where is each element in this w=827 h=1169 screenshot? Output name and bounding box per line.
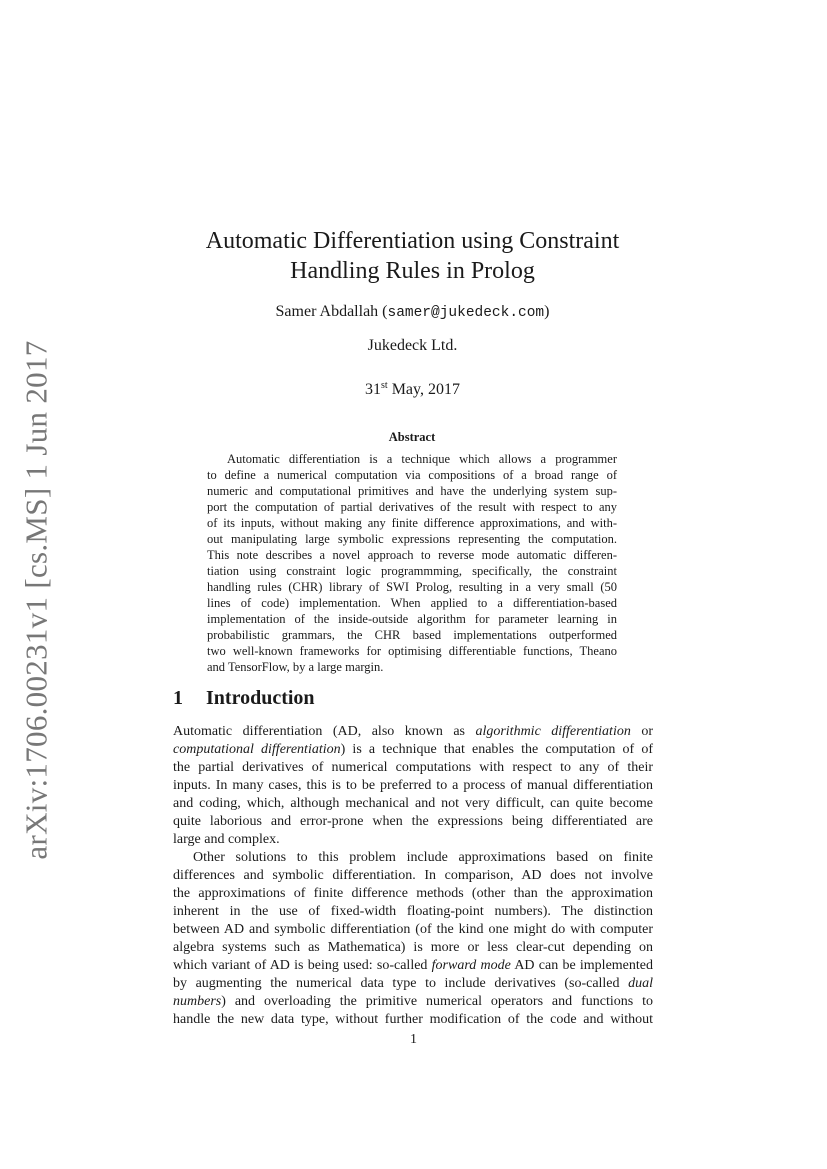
title-line-2: Handling Rules in Prolog [290, 258, 535, 284]
body-line: Other solutions to this problem include approximations based on finite [193, 850, 653, 865]
body-line: and coding, which, although mechanical and not very difficult, can quite become [173, 796, 653, 811]
body-line: inputs. In many cases, this is to be preferred to a process of manual differentiation [173, 778, 653, 793]
body-line: which variant of AD is being used: so-called forward mode AD can be implemented [173, 958, 653, 973]
body-line: Automatic differentiation (AD, also known as algorithmic differentiation or [173, 724, 653, 739]
affiliation: Jukedeck Ltd. [367, 337, 458, 354]
page-number: 1 [410, 1032, 417, 1047]
abstract-line: to define a numerical computation via compositions of a broad range of [207, 468, 617, 482]
emphasis-text: forward mode [431, 958, 511, 973]
title-line-1: Automatic Differentiation using Constraint [205, 228, 620, 254]
abstract-line: implementation of the inside-outside algorithm for parameter learning in [207, 612, 617, 626]
abstract-line: out manipulating large symbolic expressions representing the computation. [207, 532, 617, 546]
publication-date [150, 380, 675, 399]
body-line: algebra systems such as Mathematica) is more or less clear-cut depending on [173, 940, 653, 955]
body-line: numbers) and overloading the primitive numerical operators and functions to [173, 994, 653, 1009]
author-line: Samer Abdallah (samer@jukedeck.com) [275, 303, 550, 321]
abstract-line: port the computation of partial derivatives of the result with respect to any [207, 500, 617, 514]
abstract-line: Automatic differentiation is a technique which allows a programmer [227, 452, 617, 466]
abstract-line: two well-known frameworks for optimising differentiable functions, Theano [207, 644, 617, 658]
date-rest: May, 2017 [391, 381, 460, 398]
abstract-line: tiation using constraint logic programmming, specifically, the constraint [207, 564, 617, 578]
emphasis-text: dual [628, 976, 653, 991]
author-email: samer@jukedeck.com [387, 305, 545, 321]
body-line: large and complex. [173, 832, 280, 847]
abstract-line: and TensorFlow, by a large margin. [207, 660, 384, 674]
body-line: inherent in the use of fixed-width floating-point numbers). The distinction [173, 904, 653, 919]
body-line: handle the new data type, without further modification of the code and without [173, 1012, 653, 1027]
abstract-line: of its inputs, without making any finite difference approximations, and with- [207, 516, 617, 530]
body-line: the approximations of finite difference methods (other than the approximation [173, 886, 653, 901]
abstract-line: handling rules (CHR) library of SWI Prolog, resulting in a very small (50 [207, 580, 617, 594]
abstract-line: probabilistic grammars, the CHR based implementations outperformed [207, 628, 617, 642]
body-line: computational differentiation) is a technique that enables the computation of of [173, 742, 653, 757]
body-line: between AD and symbolic differentiation (of the kind one might do with computer [173, 922, 653, 937]
emphasis-text: algorithmic differentiation [475, 724, 631, 739]
abstract-line: lines of code) implementation. When applied to a differentiation-based [207, 596, 617, 610]
date-suffix: st [381, 380, 388, 391]
abstract-heading: Abstract [388, 430, 436, 444]
emphasis-text: computational differentiation [173, 742, 341, 757]
emphasis-text: numbers [173, 994, 222, 1009]
arxiv-identifier-stamp [14, 340, 60, 860]
body-line: quite laborious and error-prone when the expressions being differentiated are [173, 814, 653, 829]
arxiv-id-text: arXiv:1706.00231v1 [cs.MS] 1 Jun 2017 [19, 340, 55, 860]
author-name: Samer Abdallah [275, 303, 379, 320]
body-line: differences and symbolic differentiation. In comparison, AD does not involve [173, 868, 653, 883]
date-day: 31 [365, 381, 382, 398]
body-line: by augmenting the numerical data type to include derivatives (so-called dual [173, 976, 653, 991]
section-title: Introduction [206, 687, 315, 709]
section-heading-introduction [173, 687, 315, 710]
abstract-line: This note describes a novel approach to reverse mode automatic differen- [207, 548, 617, 562]
section-number: 1 [173, 687, 183, 709]
abstract-line: numeric and computational primitives and have the underlying system sup- [207, 484, 617, 498]
body-line: the partial derivatives of numerical computations with respect to any of their [173, 760, 653, 775]
paper-title [150, 226, 675, 286]
